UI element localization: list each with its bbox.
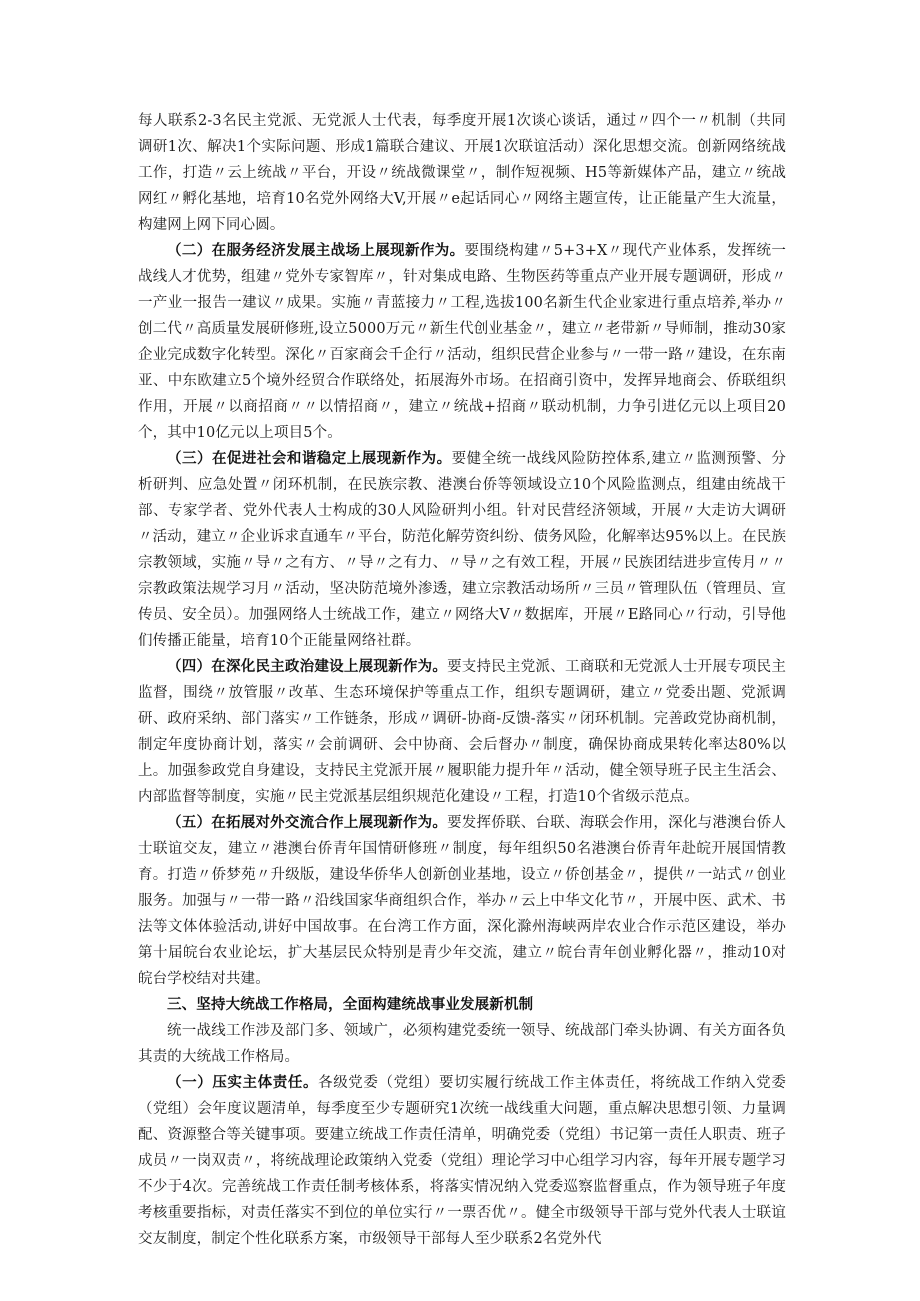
paragraph-body: 要支持民主党派、工商联和无党派人士开展专项民主监督，围绕〃放管服〃改革、生态环境保护等重点工作，组织专题调研，建立〃党委出题、党派调研、政府采纳、部门落实〃工作链条，形成〃调研-协商-反馈-落实〃闭环机制。完善政党协商机制，制定年度协商计划，落实〃会前调研、会中协商、会后督办〃制度，确保协商成果转化率达80%以上。加强参政党自身建设，支持民主党派开展〃履职能力提升年〃活动，健全领导班子民主生活会、内部监督等制度，实施〃民主党派基层组织规范化建设〃工程，打造10个省级示范点。 — [138, 659, 786, 805]
paragraph-lead: （四）在深化民主政治建设上展现新作为。 — [167, 659, 448, 675]
paragraph-body: 每人联系2-3名民主党派、无党派人士代表，每季度开展1次谈心谈话，通过〃四个一〃机制（共同调研1次、解决1个实际问题、形成1篇联合建议、开展1次联谊活动）深化思想交流。创新网络统战工作，打造〃云上统战〃平台，开设〃统战微课堂〃，制作短视频、H5等新媒体产品，建立〃统战网红〃孵化基地，培育10名党外网络大V,开展〃e起话同心〃网络主题宣传，让正能量产生大流量，构建网上网下同心圆。 — [138, 113, 786, 233]
paragraph-democratic-politics — [138, 654, 786, 810]
paragraph-network-united-front — [138, 108, 786, 238]
paragraph-body: 要健全统一战线风险防控体系,建立〃监测预警、分析研判、应急处置〃闭环机制，在民族宗教、港澳台侨等领域设立10个风险监测点，组建由统战干部、专家学者、党外代表人士构成的30人风险研判小组。针对民营经济领域，开展〃大走访大调研〃活动，建立〃企业诉求直通车〃平台，防范化解劳资纠纷、债务风险，化解率达95%以上。在民族宗教领域，实施〃导〃之有方、〃导〃之有力、〃导〃之有效工程，开展〃民族团结进步宣传月〃〃宗教政策法规学习月〃活动，坚决防范境外渗透，建立宗教活动场所〃三员〃管理队伍（管理员、宣传员、安全员）。加强网络人士统战工作，建立〃网络大V〃数据库，开展〃E路同心〃行动，引导他们传播正能量，培育10个正能量网络社群。 — [138, 451, 786, 649]
paragraph-body: 各级党委（党组）要切实履行统战工作主体责任，将统战工作纳入党委（党组）会年度议题清单，每季度至少专题研究1次统一战线重大问题，重点解决思想引领、力量调配、资源整合等关键事项。要建立统战工作责任清单，明确党委（党组）书记第一责任人职责、班子成员〃一岗双责〃，将统战理论政策纳入党委（党组）理论学习中心组学习内容，每年开展专题学习不少于4次。完善统战工作责任制考核体系，将落实情况纳入党委巡察监督重点，作为领导班子年度考核重要指标，对责任落实不到位的单位实行〃一票否优〃。健全市级领导干部与党外代表人士联谊交友制度，制定个性化联系方案，市级领导干部每人至少联系2名党外代 — [138, 1075, 786, 1247]
paragraph-body: 要发挥侨联、台联、海联会作用，深化与港澳台侨人士联谊交友，建立〃港澳台侨青年国情研修班〃制度，每年组织50名港澳台侨青年赴皖开展国情教育。打造〃侨梦苑〃升级版，建设华侨华人创新创业基地，设立〃侨创基金〃，提供〃一站式〃创业服务。加强与〃一带一路〃沿线国家华商组织合作，举办〃云上中华文化节〃，开展中医、武术、书法等文体体验活动,讲好中国故事。在台湾工作方面，深化滁州海峡两岸农业合作示范区建设，举办第十届皖台农业论坛，扩大基层民众特别是青少年交流，建立〃皖台青年创业孵化器〃，推动10对皖台学校结对共建。 — [138, 815, 786, 987]
paragraph-lead: （五）在拓展对外交流合作上展现新作为。 — [167, 815, 448, 831]
section-intro-paragraph: 统一战线工作涉及部门多、领域广，必须构建党委统一领导、统战部门牵头协调、有关方面各负其责的大统战工作格局。 — [138, 1023, 786, 1065]
paragraph-body: 要围绕构建〃5+3+X〃现代产业体系，发挥统一战线人才优势，组建〃党外专家智库〃，针对集成电路、生物医药等重点产业开展专题调研，形成〃一产业一报告一建议〃成果。实施〃青蓝接力〃工程,选拔100名新生代企业家进行重点培养,举办〃创二代〃高质量发展研修班,设立5000万元〃新生代创业基金〃，建立〃老带新〃导师制，推动30家企业完成数字化转型。深化〃百家商会千企行〃活动，组织民营企业参与〃一带一路〃建设，在东南亚、中东欧建立5个境外经贸合作联络处，拓展海外市场。在招商引资中，发挥异地商会、侨联组织作用，开展〃以商招商〃〃以情招商〃，建立〃统战+招商〃联动机制，力争引进亿元以上项目20个，其中10亿元以上项目5个。 — [138, 243, 787, 441]
section-heading: 三、坚持大统战工作格局，全面构建统战事业发展新机制 — [167, 997, 534, 1013]
paragraph-economic-development — [138, 238, 786, 446]
paragraph-lead: （一）压实主体责任。 — [167, 1075, 319, 1091]
paragraph-lead: （三）在促进社会和谐稳定上展现新作为。 — [167, 451, 452, 467]
paragraph-external-exchange — [138, 810, 786, 992]
document-page — [138, 108, 786, 1252]
paragraph-main-responsibility — [138, 1070, 786, 1252]
paragraph-lead: （二）在服务经济发展主战场上展现新作为。 — [167, 243, 465, 259]
paragraph-social-stability — [138, 446, 786, 654]
